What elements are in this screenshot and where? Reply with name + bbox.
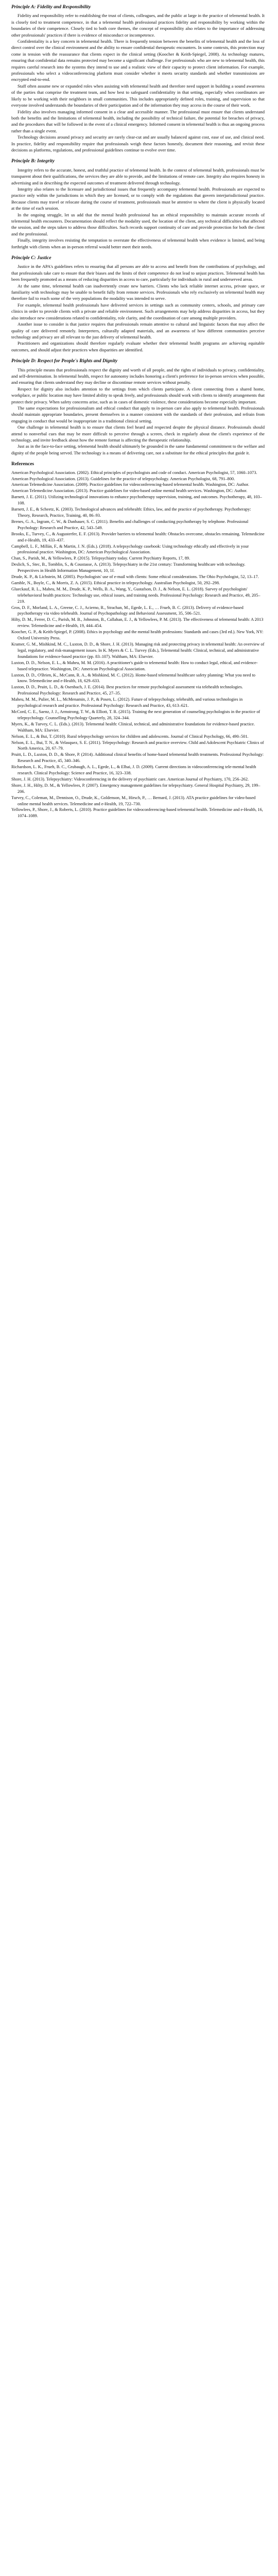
- reference-entry: Campbell, L. F., Millán, F., & Martin, J. N. (Eds.). (2018). A telepsychology casebook: Using technology ethically and effectively in your professional practice. Washington, DC: American Psychological Association.: [11, 544, 249, 555]
- reference-entry: Gros, D. F., Morland, L. A., Greene, C. J., Acierno, R., Strachan, M., Egede, L. E., … Frueh, B. C. (2013). Delivery of evidence-based psychotherapy via video telehealth. Journal of Psychopathology and Behavioral Assessment, 35, 506–521.: [11, 605, 244, 616]
- section-heading: Principle D: Respect for People's Rights and Dignity: [11, 359, 118, 364]
- reference-entry: Brenes, G. A., Ingram, C. W., & Danhauer, S. C. (2011). Benefits and challenges of conducting psychotherapy by telephone. Professional Psychology: Research and Practice, 42, 543–549.: [11, 519, 249, 530]
- body-paragraph: One challenge in telemental health is to ensure that clients feel heard and respected despite the physical distance. Professionals should attend to nonverbal cues that may be more difficult to perceive through a screen, check in regularly about the client's experience of the technology, and invite feedback about how the remote format is affecting the therapeutic relationship.: [11, 425, 265, 443]
- reference-entry: American Psychological Association. (2002). Ethical principles of psychologists and code of conduct. American Psychologist, 57, 1060–1073.: [11, 470, 257, 475]
- reference-entry: Chan, S., Parish, M., & Yellowlees, P. (2015). Telepsychiatry today. Current Psychiatry Reports, 17, 89.: [11, 556, 190, 561]
- body-paragraph: Another issue to consider is that justice requires that professionals remain attentive to cultural and linguistic factors that may affect the quality of care delivered remotely. Interpreters, culturally adapted materials, and an awareness of how different communities perceive technology and privacy are all relevant to the just delivery of telemental health.: [11, 321, 265, 340]
- reference-entry: American Psychological Association. (2013). Guidelines for the practice of telepsychology. American Psychologist, 68, 791–800.: [11, 476, 235, 481]
- reference-entry: Shore, J. H., Hilty, D. M., & Yellowlees, P. (2007). Emergency management guidelines for telepsychiatry. General Hospital Psychiatry, 29, 199–206.: [11, 783, 260, 794]
- reference-entry: Yellowlees, P., Shore, J., & Roberts, L. (2010). Practice guidelines for videoconferencing-based telemental health. Telemedicine and e-Health, 16, 1074–1089.: [11, 807, 263, 819]
- reference-entry: Gamble, N., Boyle, C., & Morris, Z. A. (2015). Ethical practice in telepsychology. Australian Psychologist, 50, 292–298.: [11, 580, 220, 585]
- reference-entry: American Telemedicine Association. (2013). Practice guidelines for video-based online mental health services. Washington, DC: Author.: [11, 488, 248, 494]
- body-paragraph: Respect for dignity also includes attention to the settings from which clients participate. A client connecting from a shared home, workplace, or public location may have limited ability to speak freely, and professionals should work with clients to identify arrangements that protect their privacy. When safety concerns arise, such as in cases of domestic violence, these considerations become especially important.: [11, 386, 265, 404]
- reference-entry: Richardson, L. K., Frueh, B. C., Grubaugh, A. L., Egede, L., & Elhai, J. D. (2009). Current directions in videoconferencing tele-mental health research. Clinical Psychology: Science and Practice, 16, 323–338.: [11, 765, 256, 776]
- references-heading: References: [11, 462, 34, 467]
- reference-entry: Barnett, J. E., & Scheetz, K. (2003). Technological advances and telehealth: Ethics, law, and the practice of psychotherapy. Psychotherapy: Theory, Research, Practice, Training, 40, 86–93.: [11, 507, 251, 518]
- reference-entry: Drude, K. P., & Lichstein, M. (2005). Psychologists' use of e-mail with clients: Some ethical considerations. The Ohio Psychologist, 52, 13–17.: [11, 574, 259, 580]
- reference-entry: Luxton, D. D., Pruitt, L. D., & Osenbach, J. E. (2014). Best practices for remote psychological assessment via telehealth technologies. Professional Psychology: Research and Practice, 45, 27–35.: [11, 685, 243, 696]
- reference-entry: Luxton, D. D., Nelson, E. L., & Maheu, M. M. (2016). A practitioner's guide to telemental health: How to conduct legal, ethical, and evidence-based telepractice. Washington, DC: American Psychological Association.: [11, 660, 258, 671]
- reference-entry: Luxton, D. D., O'Brien, K., McCann, R. A., & Mishkind, M. C. (2012). Home-based telemental healthcare safety planning: What you need to know. Telemedicine and e-Health, 18, 629–633.: [11, 672, 255, 684]
- body-paragraph: Just as in the face-to-face setting, telemental health should ultimately be grounded in the same fundamental commitment to the welfare and dignity of the people being served. The technology is a means of delivering care, not a substitute for the ethical principles that guide it.: [11, 444, 265, 455]
- body-paragraph: Confidentiality is a key concern in telemental health. There is frequently tension between the benefits of telemental health and the loss of direct control over the clinical environment and the ability to ensure confidential therapeutic encounters. In some contexts, this protection may come in tension with the reassurance that clients expect in the clinical setting (Koocher & Keith-Spiegel, 2008). As technology matures, ensuring that confidential data remains protected may become a significant challenge. For professionals who are new to telemental health, this requires careful research into the systems they intend to use and a realistic view of their capacity to protect client information. For example, professionals who select a videoconferencing platform must consider whether it meets security standards and whether transmissions are encrypted end-to-end.: [11, 39, 265, 82]
- section-heading: Principle C: Justice: [11, 256, 51, 261]
- reference-entry: Kramer, G. M., Mishkind, M. C., Luxton, D. D., & Shore, J. H. (2013). Managing risk and protecting privacy in telemental health: An overview of legal, regulatory, and risk-management issues. In K. Myers & C. L. Turvey (Eds.), Telemental health: Clinical, technical, and administrative foundations for evidence-based practice (pp. 83–107). Waltham, MA: Elsevier.: [11, 642, 265, 659]
- reference-entry: McCord, C. E., Saenz, J. J., Armstrong, T. W., & Elliott, T. R. (2015). Training the next generation of counseling psychologists in the practice of telepsychology. Counselling Psychology Quarterly, 28, 324–344.: [11, 709, 260, 720]
- body-paragraph: This principle means that professionals respect the dignity and worth of all people, and the rights of individuals to privacy, confidentiality, and self-determination. In telemental health, respect for autonomy includes honoring a client's preference for in-person services when possible, and ensuring that clients understand they may decline or discontinue remote services without penalty.: [11, 367, 265, 385]
- body-paragraph: Fidelity and responsibility refer to establishing the trust of clients, colleagues, and the public at large in the practice of telemental health. It is closely tied to treatment competence, in that a telemental health professional practices fidelity and responsibility by working within the boundaries of their competence. Closely tied to both core themes, the concept of responsibility also relates to the importance of addressing other professionals' practices if there is evidence of misconduct or incompetence.: [11, 13, 265, 38]
- reference-entry: Myers, K., & Turvey, C. L. (Eds.). (2013). Telemental health: Clinical, technical, and administrative foundations for evidence-based practice. Waltham, MA: Elsevier.: [11, 721, 255, 733]
- reference-entry: Turvey, C., Coleman, M., Dennison, O., Drude, K., Goldenson, M., Hirsch, P., … Bernard, J. (2013). ATA practice guidelines for video-based online mental health services. Telemedicine and e-Health, 19, 722–730.: [11, 795, 256, 806]
- body-paragraph: Technology decisions around privacy and security are rarely clear-cut and are usually balanced against cost, ease of use, and clinical need. In practice, fidelity and responsibility require that professionals weigh these factors honestly, document their reasoning, and revisit these decisions as platforms, regulations, and professional guidelines continue to evolve over time.: [11, 134, 265, 152]
- reference-entry: Barnett, J. E. (2011). Utilizing technological innovations to enhance psychotherapy supervision, training, and outcomes. Psychotherapy, 48, 103–108.: [11, 495, 262, 506]
- body-paragraph: In the ongoing struggle, let us add that the mental health professional has an ethical responsibility to maintain accurate records of telemental health encounters. Documentation should reflect the modality used, the location of the client, any technical difficulties that affected the session, and the steps taken to address those difficulties. Such records support continuity of care and provide protection for both the client and the professional.: [11, 212, 265, 236]
- body-paragraph: Practitioners and organizations should therefore regularly evaluate whether their telemental health programs are achieving equitable outcomes, and should adjust their practices when disparities are identified.: [11, 341, 265, 352]
- body-paragraph: Fidelity also involves managing informed consent in a clear and accessible manner. The professional must ensure that clients understand both the benefits and the limitations of telemental health, including the possibility of technical failure, the potential for breaches of privacy, and the procedures that will be followed in the event of a clinical emergency. Informed consent in telemental health is thus an ongoing process rather than a single event.: [11, 109, 265, 133]
- body-paragraph: At the same time, telemental health can inadvertently create new barriers. Clients who lack reliable internet access, private space, or familiarity with technology may be unable to benefit fully from remote services. Professionals who rely exclusively on telemental health may therefore fail to reach some of the very populations the modality was intended to serve.: [11, 283, 265, 301]
- reference-entry: Nelson, E. L., & Bui, T. (2010). Rural telepsychology services for children and adolescents. Journal of Clinical Psychology, 66, 490–501.: [11, 734, 249, 739]
- reference-entry: Shore, J. H. (2013). Telepsychiatry: Videoconferencing in the delivery of psychiatric care. American Journal of Psychiatry, 170, 256–262.: [11, 776, 249, 782]
- body-paragraph: Finally, integrity involves resisting the temptation to overstate the effectiveness of telemental health when evidence is limited, and being forthright with clients when an in-person referral would better meet their needs.: [11, 238, 265, 249]
- body-paragraph: The same expectations for professionalism and ethical conduct that apply to in-person care also apply to telemental health. Professionals should maintain appropriate boundaries, present themselves in a manner consistent with the standards of their profession, and refrain from engaging in conduct that would be inappropriate in a traditional clinical setting.: [11, 405, 265, 423]
- reference-entry: Pruitt, L. D., Luxton, D. D., & Shore, P. (2014). Additional clinical benefits of home-based telemental health treatments. Professional Psychology: Research and Practice, 45, 340–346.: [11, 752, 264, 764]
- section-heading: Principle B: Integrity: [11, 159, 55, 164]
- reference-entry: Koocher, G. P., & Keith-Spiegel, P. (2008). Ethics in psychology and the mental health professions: Standards and cases (3rd ed.). New York, NY: Oxford University Press.: [11, 630, 264, 641]
- reference-entry: Brooks, E., Turvey, C., & Augusterfer, E. F. (2013). Provider barriers to telemental health: Obstacles overcome, obstacles remaining. Telemedicine and e-Health, 19, 433–437.: [11, 531, 265, 543]
- reference-entry: Maheu, M. M., Pulier, M. L., McMenamin, J. P., & Posen, L. (2012). Future of telepsychology, telehealth, and various technologies in psychological research and practice. Professional Psychology: Research and Practice, 43, 613–621.: [11, 697, 243, 708]
- reference-entry: Glueckauf, R. L., Maheu, M. M., Drude, K. P., Wells, B. A., Wang, Y., Gustafson, D. J., & Nelson, E. L. (2018). Survey of psychologists' telebehavioral health practices: Technology use, ethical issues, and training needs. Professional Psychology: Research and Practice, 49, 205–219.: [11, 586, 260, 604]
- body-paragraph: Integrity also relates to the licensure and jurisdictional issues that frequently accompany telemental health. Professionals are expected to practice only within the jurisdictions in which they are licensed, or to comply with the regulations that govern interjurisdictional practice. Because clients may travel or relocate during the course of treatment, professionals must be attentive to where the client is physically located at the time of each session.: [11, 186, 265, 211]
- body-sections: [11, 4, 265, 456]
- section-heading: Principle A: Fidelity and Responsibility: [11, 5, 91, 10]
- reference-entry: American Telemedicine Association. (2009). Practice guidelines for videoconferencing-based telemental health. Washington, DC: Author.: [11, 482, 249, 487]
- body-paragraph: Integrity refers to the accurate, honest, and truthful practice of telemental health. In the context of telemental health, professionals must be transparent about their qualifications, the services they are able to provide, and the limitations of remote care. Integrity also requires honesty in advertising and in describing the expected outcomes of treatment delivered through technology.: [11, 167, 265, 185]
- reference-entry: Hilty, D. M., Ferrer, D. C., Parish, M. B., Johnston, B., Callahan, E. J., & Yellowlees, P. M. (2013). The effectiveness of telemental health: A 2013 review. Telemedicine and e-Health, 19, 444–454.: [11, 617, 264, 629]
- body-paragraph: Justice in the APA's guidelines refers to ensuring that all persons are able to access and benefit from the contributions of psychology, and that professionals take care to ensure that their biases and the limits of their competence do not lead to unjust practices. Telemental health has been frequently promoted as a means of reducing disparities in access to care, particularly for individuals in rural and underserved areas.: [11, 264, 265, 282]
- body-paragraph: For example, telemental health professionals have delivered services in settings such as community centers, schools, and primary care clinics in order to provide clients with a private and reliable environment. Such arrangements may help address disparities in access, but they also introduce new considerations related to confidentiality, role clarity, and the coordination of care among multiple providers.: [11, 302, 265, 320]
- references-list: [11, 470, 265, 820]
- body-paragraph: Staff often assume new or expanded roles when assisting with telemental health and therefore need support in building a sound awareness of the parties that comprise the treatment team, and how best to safeguard confidentiality in that setting, especially when coordinators are likely to be working with their neighbors in small communities. This includes appropriately defined roles, training, and supervision so that everyone involved understands the boundaries of their participation and of the information they may access in the course of their work.: [11, 83, 265, 108]
- reference-entry: Deslich, S., Stec, B., Tomblin, S., & Coustasse, A. (2013). Telepsychiatry in the 21st century: Transforming healthcare with technology. Perspectives in Health Information Management, 10, 1f.: [11, 562, 246, 573]
- reference-entry: Nelson, E. L., Bui, T. N., & Velasquez, S. E. (2011). Telepsychology: Research and practice overview. Child and Adolescent Psychiatric Clinics of North America, 20, 67–79.: [11, 740, 264, 751]
